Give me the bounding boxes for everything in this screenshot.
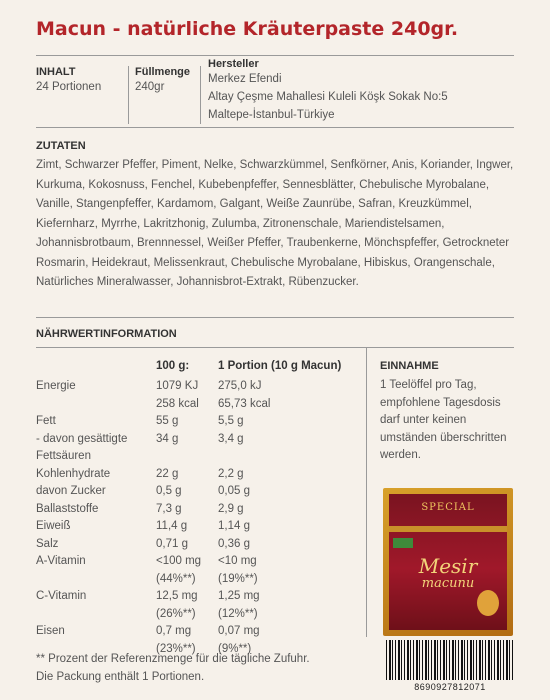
table-cell: 55 g — [156, 415, 179, 427]
table-cell: 1,14 g — [218, 520, 250, 532]
table-row — [36, 553, 358, 571]
product-image — [383, 488, 513, 636]
table-cell: 1079 KJ — [156, 380, 199, 392]
fuellmenge-value: 240gr — [135, 81, 165, 93]
table-cell — [36, 571, 156, 589]
table-cell: 65,73 kcal — [218, 397, 271, 410]
table-cell — [156, 448, 218, 466]
table-cell: davon Zucker — [36, 485, 106, 497]
table-cell: (12%**) — [218, 607, 258, 620]
table-cell: C-Vitamin — [36, 590, 87, 602]
table-row — [36, 396, 358, 414]
divider — [36, 317, 514, 318]
fuellmenge-section — [135, 66, 190, 96]
table-header — [36, 358, 358, 378]
table-row — [36, 448, 358, 466]
inhalt-label: INHALT — [36, 66, 76, 78]
table-row — [36, 431, 358, 449]
naehrwert-label: NÄHRWERTINFORMATION — [36, 328, 177, 340]
table-row — [36, 466, 358, 484]
zutaten-section — [36, 140, 514, 293]
table-cell: <10 mg — [218, 555, 257, 567]
footnote-line: ** Prozent der Referenzmenge für die tägliche Zufuhr. — [36, 653, 310, 665]
zutaten-label: ZUTATEN — [36, 140, 86, 152]
table-cell — [36, 606, 156, 624]
table-cell: Salz — [36, 537, 59, 550]
table-row — [36, 588, 358, 606]
nutrition-table — [36, 358, 358, 658]
table-cell: <100 mg — [156, 555, 202, 567]
divider — [36, 127, 514, 128]
table-cell: Fettsäuren — [36, 450, 91, 462]
table-cell: 0,36 g — [218, 537, 250, 550]
table-cell: 258 kcal — [156, 397, 199, 410]
table-cell: 22 g — [156, 467, 179, 480]
table-cell: 0,5 g — [156, 485, 182, 497]
hersteller-section — [208, 58, 448, 124]
hersteller-label: Hersteller — [208, 58, 259, 70]
table-cell: (19%**) — [218, 572, 258, 585]
table-cell: 34 g — [156, 432, 179, 445]
table-cell — [36, 396, 156, 414]
table-row — [36, 501, 358, 519]
table-cell: 0,05 g — [218, 485, 250, 497]
column-header: 100 g: — [156, 360, 190, 372]
hersteller-address2: Maltepe-İstanbul-Türkiye — [208, 109, 335, 121]
barcode — [386, 640, 514, 680]
divider — [36, 347, 514, 348]
table-row — [36, 606, 358, 624]
table-cell: (44%**) — [156, 572, 196, 585]
table-cell: 0,7 mg — [156, 625, 192, 637]
table-cell: 2,9 g — [218, 502, 244, 515]
table-cell: 275,0 kJ — [218, 380, 262, 392]
fuellmenge-label: Füllmenge — [135, 66, 191, 78]
table-cell: Fett — [36, 415, 56, 427]
table-cell: Kohlenhydrate — [36, 467, 111, 480]
table-cell: 1,25 mg — [218, 590, 260, 602]
einnahme-label: EINNAHME — [380, 360, 439, 372]
table-cell: (23%**) — [156, 642, 196, 655]
table-cell: Ballaststoffe — [36, 502, 99, 515]
divider — [200, 66, 201, 124]
table-row — [36, 536, 358, 554]
column-header: 1 Portion (10 g Macun) — [218, 360, 342, 372]
inhalt-section — [36, 66, 101, 96]
table-cell: Eisen — [36, 625, 65, 637]
table-cell: - davon gesättigte — [36, 432, 128, 445]
page-title: Macun - natürliche Kräuterpaste 240gr. — [36, 18, 459, 40]
package-brand: SPECIAL — [421, 502, 475, 513]
table-cell: 12,5 mg — [156, 590, 198, 602]
divider — [36, 55, 514, 56]
footnote-line: Die Packung enthält 1 Portionen. — [36, 671, 205, 683]
inhalt-value: 24 Portionen — [36, 81, 102, 93]
table-cell: 3,4 g — [218, 432, 244, 445]
table-row — [36, 413, 358, 431]
hersteller-name: Merkez Efendi — [208, 73, 282, 85]
table-cell: 11,4 g — [156, 520, 188, 532]
table-cell: Energie — [36, 380, 76, 392]
table-cell: 5,5 g — [218, 415, 244, 427]
table-cell: 2,2 g — [218, 467, 244, 480]
package-name: Mesir — [418, 554, 478, 578]
table-cell: (26%**) — [156, 607, 196, 620]
table-cell: 0,71 g — [156, 537, 188, 550]
table-row — [36, 483, 358, 501]
barcode-number: 8690927812071 — [414, 682, 486, 692]
table-row — [36, 623, 358, 641]
einnahme-section — [380, 360, 515, 465]
table-row — [36, 518, 358, 536]
table-cell: 0,07 mg — [218, 625, 260, 637]
table-row — [36, 378, 358, 396]
table-cell: Eiweiß — [36, 520, 71, 532]
hersteller-address1: Altay Çeşme Mahallesi Kuleli Köşk Sokak No:5 — [208, 91, 448, 103]
zutaten-text: Zimt, Schwarzer Pfeffer, Piment, Nelke, Schwarzkümmel, Senfkörner, Anis, Koriander, Ingwer, Kurkuma, Kokosnuss, Fenchel, Kubebenpfeffer, Sennesblätter, Chebulische Myrobalane, Vanille, Stangenpfeffer, Kardamom, Galgant, Weiße Zaunrübe, Safran, Kreuzkümmel, Kiefernharz, Myrrhe, Lakritzhonig, Zulumba, Zitronenschale, Mariendistelsamen, Johannisbrotbaum, Brennnessel, Weißer Pfeffer, Traubenkerne, Mönchspfeffer, Getrockneter Rosmarin, Heidekraut, Melissenkraut, Chebulische Myrobalane, Hibiskus, Orangenschale, Natürliches Mineralwasser, Johannisbrot-Extrakt, Rübenzucker. — [36, 159, 514, 288]
table-cell: (9%**) — [218, 642, 252, 655]
package-subname: macunu — [421, 576, 475, 591]
divider — [128, 66, 129, 124]
divider — [366, 347, 367, 637]
table-row — [36, 571, 358, 589]
footnote — [36, 650, 310, 686]
einnahme-text: 1 Teelöffel pro Tag, empfohlene Tagesdosis darf unter keinen umständen überschritten werden. — [380, 379, 507, 461]
table-cell: 7,3 g — [156, 502, 182, 515]
table-cell: A-Vitamin — [36, 555, 86, 567]
table-cell — [218, 448, 358, 466]
